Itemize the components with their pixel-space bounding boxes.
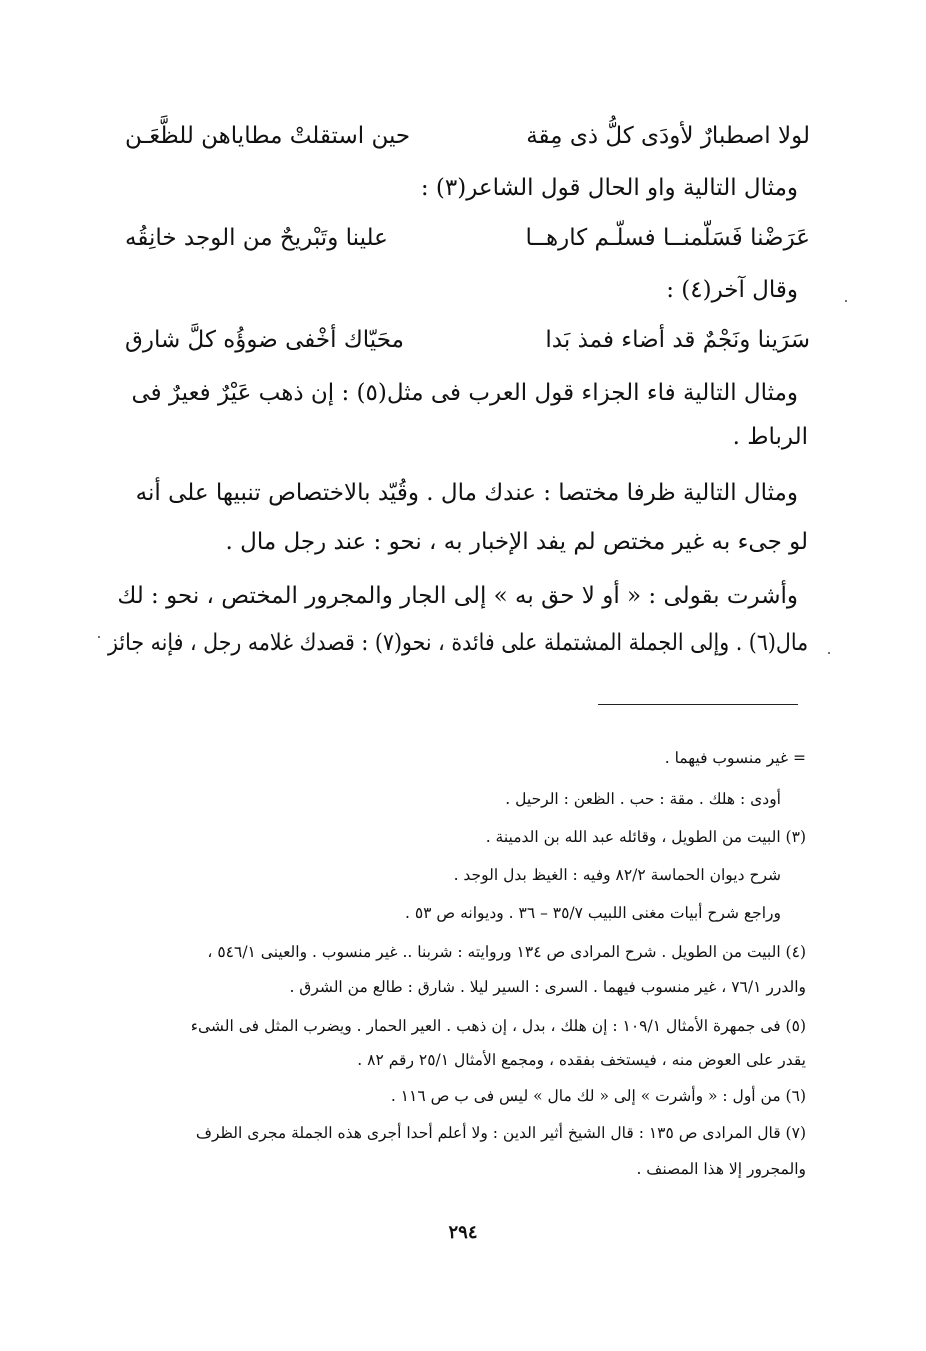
para-ashart-line-1: وأشرت بقولى : « أو لا حق به » إلى الجار والمجرور المختص ، نحو : لك	[117, 583, 798, 609]
footnote-7-line-2: والمجرور إلا هذا المصنف .	[636, 1160, 806, 1178]
verse-1-first-hemistich: لولا اصطبارٌ لأودَى كلُّ ذى مِقة	[526, 123, 810, 149]
verse-line-2	[125, 220, 810, 256]
line-another-poet: وقال آخر(٤) :	[666, 277, 798, 303]
footnote-6-line-1: (٦) من أول : « وأشرت » إلى « لك مال » ليس فى ب ص ١١٦ .	[390, 1087, 806, 1105]
para-ashart-line-2: مال(٦) . وإلى الجملة المشتملة على فائدة ، نحو(٧) : قصدك غلامه رجل ، فإنه جائز	[107, 630, 808, 656]
footnote-continuation-2: أودى : هلك . مقة : حب . الظعن : الرحيل .	[505, 790, 781, 808]
verse-line-1	[125, 118, 810, 154]
footnote-continuation-1: = غير منسوب فيهما .	[664, 749, 806, 767]
scan-speck	[98, 636, 100, 638]
footnote-3-line-2: شرح ديوان الحماسة ٨٢/٢ وفيه : الغيظ بدل الوجد .	[453, 866, 781, 884]
footnote-7-line-1: (٧) قال المرادى ص ١٣٥ : قال الشيخ أثير الدين : ولا أعلم أحدا أجرى هذه الجملة مجرى الظرف	[195, 1124, 806, 1142]
footnote-4-line-1: (٤) البيت من الطويل . شرح المرادى ص ١٣٤ وروايته : شربنا .. غير منسوب . والعينى ٥٤٦/١ ،	[207, 943, 806, 961]
footnote-3-line-3: وراجع شرح أبيات مغنى اللبيب ٣٥/٧ – ٣٦ . وديوانه ص ٥٣ .	[404, 904, 781, 922]
footnote-separator	[598, 704, 798, 705]
para-fa-line-2: الرباط .	[732, 424, 808, 450]
verse-2-second-hemistich: علينا وتَبْريحٌ من الوجد خانِقُه	[125, 225, 388, 251]
footnote-3-line-1: (٣) البيت من الطويل ، وقائله عبد الله بن الدمينة .	[485, 828, 806, 846]
page-number: ٢٩٤	[448, 1222, 478, 1243]
verse-3-second-hemistich: محَيّاك أخْفى ضوؤُه كلَّ شارق	[125, 327, 404, 353]
para-zarf-line-2: لو جىء به غير مختص لم يفد الإخبار به ، نحو : عند رجل مال .	[225, 529, 808, 555]
scan-speck	[845, 300, 847, 302]
verse-line-3	[125, 322, 810, 358]
verse-2-first-hemistich: عَرَضْنا فَسَلّمنــا فسلّـم كارهــا	[525, 225, 810, 251]
verse-3-first-hemistich: سَرَينا ونَجْمٌ قد أضاء فمذ بَدا	[545, 327, 810, 353]
para-fa-line-1: ومثال التالية فاء الجزاء قول العرب فى مثل(٥) : إن ذهب عَيْرٌ فعيرٌ فى	[131, 380, 798, 406]
line-waw-example: ومثال التالية واو الحال قول الشاعر(٣) :	[420, 175, 798, 201]
para-zarf-line-1: ومثال التالية ظرفا مختصا : عندك مال . وقُيّد بالاختصاص تنبيها على أنه	[135, 480, 798, 506]
footnote-4-line-2: والدرر ٧٦/١ ، غير منسوب فيهما . السرى : السير ليلا . شارق : طالع من الشرق .	[289, 978, 806, 996]
footnote-5-line-2: يقدر على العوض منه ، فيستخف بفقده ، ومجمع الأمثال ٢٥/١ رقم ٨٢ .	[357, 1051, 806, 1069]
footnote-5-line-1: (٥) فى جمهرة الأمثال ١٠٩/١ : إن هلك ، بدل ، إن ذهب . العير الحمار . ويضرب المثل فى الشىء	[190, 1017, 806, 1035]
verse-1-second-hemistich: حين استقلتْ مطاياهن للظَّعَـن	[125, 123, 411, 149]
scan-speck	[828, 652, 830, 654]
